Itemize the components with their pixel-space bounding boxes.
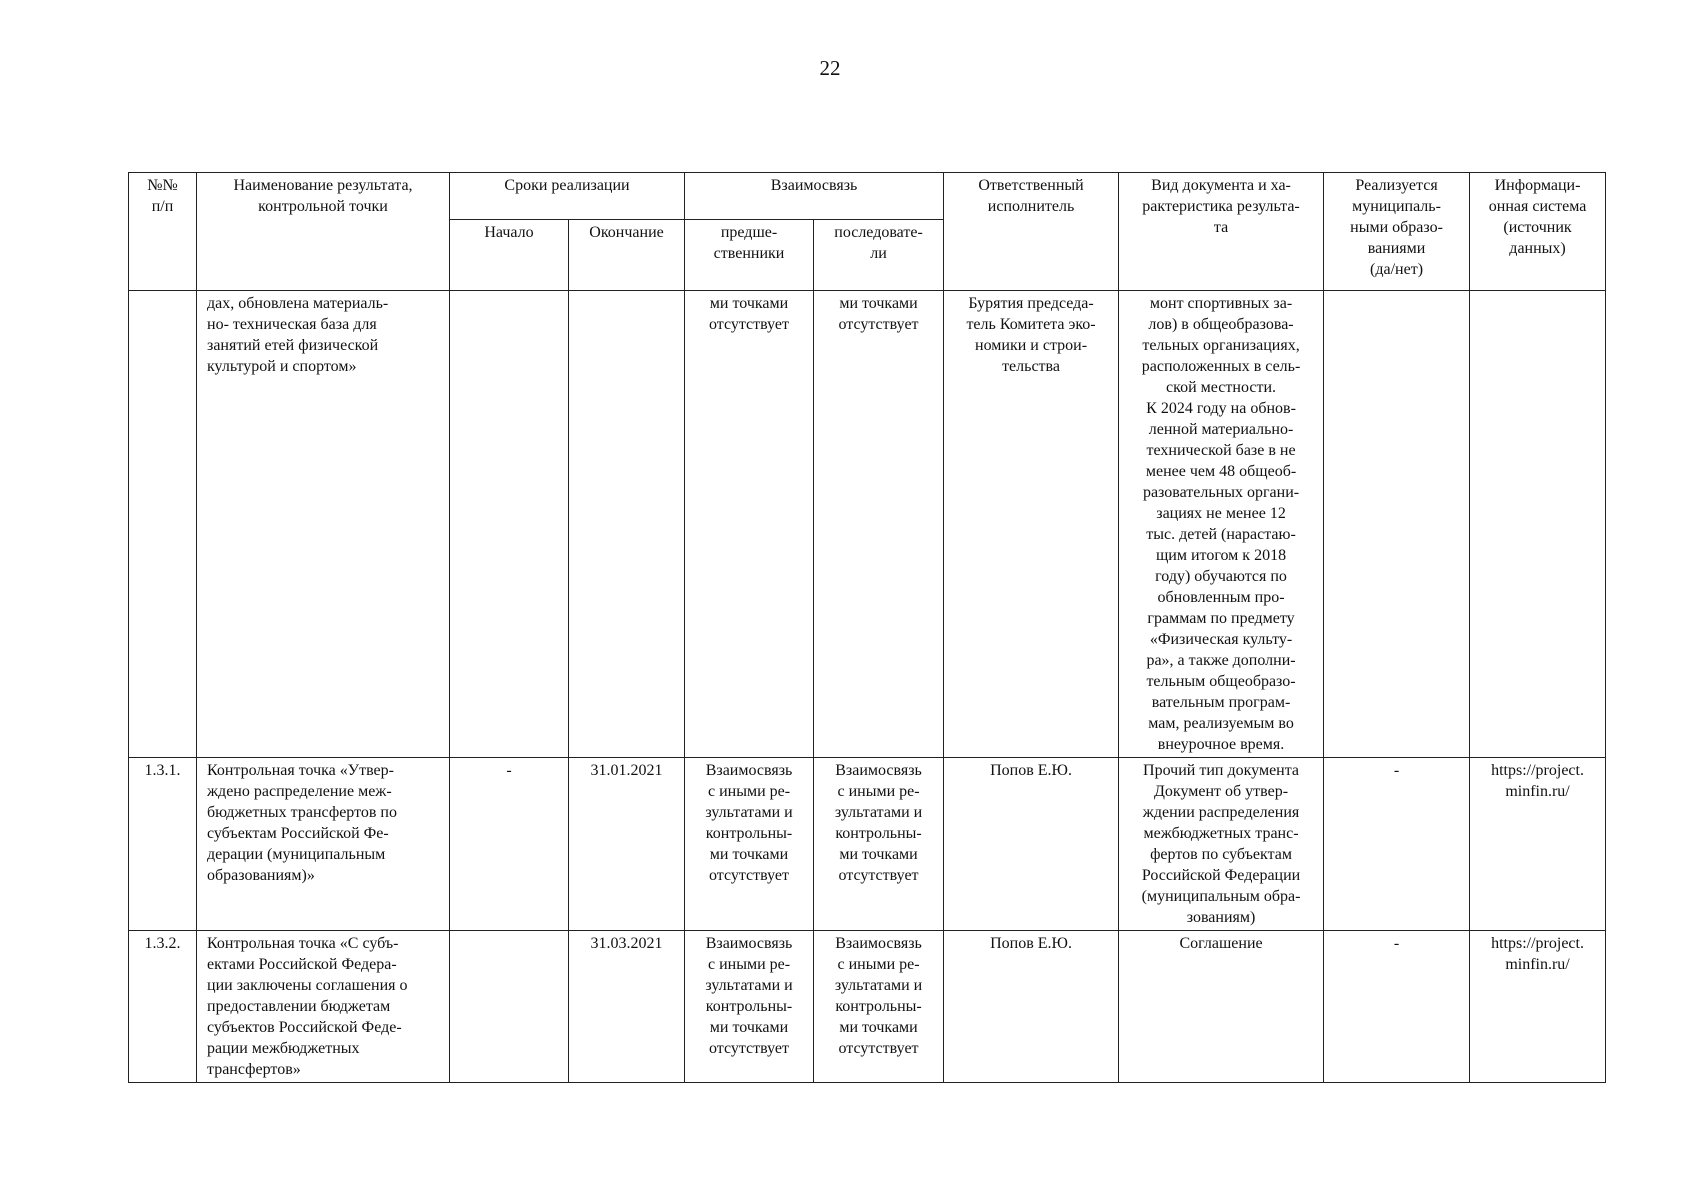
page-number: 22	[819, 56, 841, 80]
cell-start	[450, 931, 569, 1083]
header-start: Начало	[450, 220, 569, 291]
cell-name: Контрольная точка «Утвер- ждено распределение меж- бюджетных трансфертов по субъектам Российской Фе- дерации (муниципальным образованиям)»	[197, 758, 450, 931]
cell-predecessors: ми точками отсутствует	[685, 291, 814, 758]
cell-predecessors: Взаимосвязь с иными ре- зультатами и контрольны- ми точками отсутствует	[685, 931, 814, 1083]
cell-successors: Взаимосвязь с иными ре- зультатами и контрольны- ми точками отсутствует	[814, 931, 944, 1083]
table-row	[129, 931, 1606, 1083]
cell-responsible: Бурятия председа- тель Комитета эко- номики и строи- тельства	[944, 291, 1119, 758]
cell-num	[129, 291, 197, 758]
cell-info-system	[1470, 291, 1606, 758]
cell-info-system: https://project. minfin.ru/	[1470, 931, 1606, 1083]
results-table	[128, 172, 1606, 1083]
cell-predecessors: Взаимосвязь с иными ре- зультатами и контрольны- ми точками отсутствует	[685, 758, 814, 931]
header-info-system: Информаци- онная система (источник данных)	[1470, 173, 1606, 291]
cell-start: -	[450, 758, 569, 931]
cell-start	[450, 291, 569, 758]
header-end: Окончание	[569, 220, 685, 291]
cell-doc-type: монт спортивных за- лов) в общеобразова- тельных организациях, расположенных в сель- ской местности. К 2024 году на обнов- ленной материально- технической базе в не менее чем 48 общеоб- разовательных органи- зациях не менее 12 тыс. детей (нарастаю- щим итогом к 2018 году) обучаются по обновленным про- граммам по предмету «Физическая культу- ра», а также дополни- тельным общеобразо- вательным програм- мам, реализуемым во внеурочное время.	[1119, 291, 1324, 758]
header-successors: последовате- ли	[814, 220, 944, 291]
table-row	[129, 758, 1606, 931]
header-doc-type: Вид документа и ха- рактеристика результа- та	[1119, 173, 1324, 291]
cell-name: Контрольная точка «С субъ- ектами Российской Федера- ции заключены соглашения о предоставлении бюджетам субъектов Российской Феде- рации межбюджетных трансфертов»	[197, 931, 450, 1083]
cell-municipal: -	[1324, 758, 1470, 931]
cell-end: 31.01.2021	[569, 758, 685, 931]
cell-end	[569, 291, 685, 758]
cell-info-system: https://project. minfin.ru/	[1470, 758, 1606, 931]
header-relation: Взаимосвязь	[685, 173, 944, 220]
cell-name: дах, обновлена материаль- но- техническая база для занятий етей физической культурой и спортом»	[197, 291, 450, 758]
cell-doc-type: Прочий тип документа Документ об утвер- ждении распределения межбюджетных транс- фертов по субъектам Российской Федерации (муниципальным обра- зованиям)	[1119, 758, 1324, 931]
cell-responsible: Попов Е.Ю.	[944, 758, 1119, 931]
table-row	[129, 291, 1606, 758]
header-predecessors: предше- ственники	[685, 220, 814, 291]
header-num: №№ п/п	[129, 173, 197, 291]
cell-num: 1.3.2.	[129, 931, 197, 1083]
cell-municipal: -	[1324, 931, 1470, 1083]
header-name: Наименование результата, контрольной точки	[197, 173, 450, 291]
cell-successors: Взаимосвязь с иными ре- зультатами и контрольны- ми точками отсутствует	[814, 758, 944, 931]
header-responsible: Ответственный исполнитель	[944, 173, 1119, 291]
cell-municipal	[1324, 291, 1470, 758]
cell-doc-type: Соглашение	[1119, 931, 1324, 1083]
header-municipal: Реализуется муниципаль- ными образо- ваниями (да/нет)	[1324, 173, 1470, 291]
cell-responsible: Попов Е.Ю.	[944, 931, 1119, 1083]
cell-successors: ми точками отсутствует	[814, 291, 944, 758]
cell-end: 31.03.2021	[569, 931, 685, 1083]
header-terms: Сроки реализации	[450, 173, 685, 220]
header-row-1	[129, 173, 1606, 220]
cell-num: 1.3.1.	[129, 758, 197, 931]
